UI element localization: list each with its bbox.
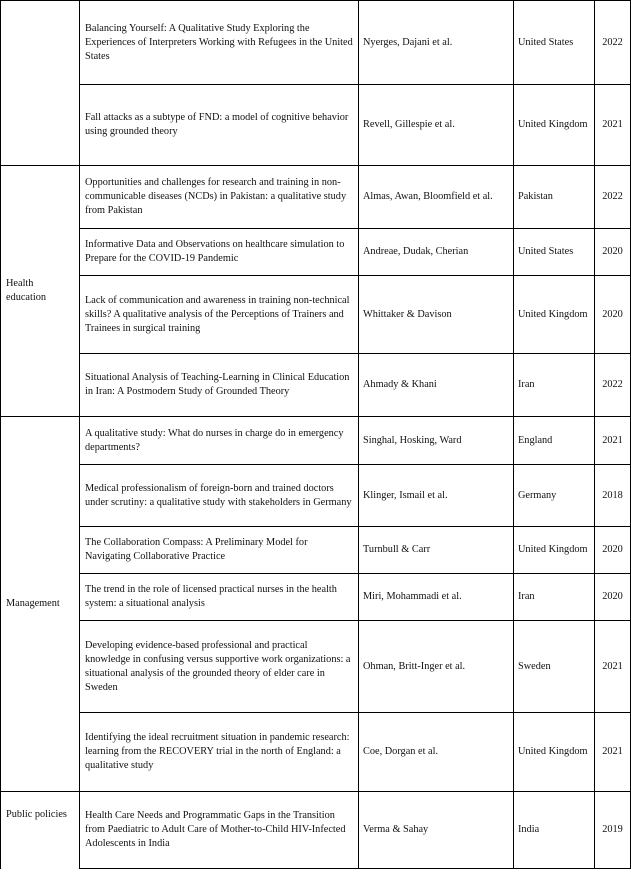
country-cell: United States	[514, 1, 595, 85]
title-cell: Medical professionalism of foreign-born and trained doctors under scrutiny: a qualitative study with stakeholders in Germany	[80, 465, 359, 527]
country-cell: United Kingdom	[514, 713, 595, 792]
table-row	[1, 85, 631, 166]
title-cell: Developing evidence-based professional and practical knowledge in confusing versus supportive work organizations: a situational analysis of the grounded theory of elder care in Sweden	[80, 621, 359, 713]
year-cell: 2022	[595, 166, 631, 229]
country-cell: Iran	[514, 574, 595, 621]
country-cell: Pakistan	[514, 166, 595, 229]
table-row	[1, 276, 631, 354]
title-cell: Opportunities and challenges for research and training in non-communicable diseases (NCDs) in Pakistan: a qualitative study from Pakistan	[80, 166, 359, 229]
category-cell-management: Management	[1, 417, 80, 792]
country-cell: Germany	[514, 465, 595, 527]
table-row	[1, 166, 631, 229]
authors-cell: Ohman, Britt-Inger et al.	[359, 621, 514, 713]
title-cell: Situational Analysis of Teaching-Learning in Clinical Education in Iran: A Postmodern Study of Grounded Theory	[80, 354, 359, 417]
table-row	[1, 417, 631, 465]
table-row	[1, 621, 631, 713]
year-cell: 2022	[595, 1, 631, 85]
table-row	[1, 713, 631, 792]
authors-cell: Klinger, Ismail et al.	[359, 465, 514, 527]
year-cell: 2020	[595, 527, 631, 574]
year-cell: 2020	[595, 276, 631, 354]
year-cell: 2021	[595, 85, 631, 166]
title-cell: Health Care Needs and Programmatic Gaps in the Transition from Paediatric to Adult Care of Mother-to-Child HIV-Infected Adolescents in India	[80, 792, 359, 869]
country-cell: United Kingdom	[514, 276, 595, 354]
table-row	[1, 354, 631, 417]
year-cell: 2018	[595, 465, 631, 527]
authors-cell: Whittaker & Davison	[359, 276, 514, 354]
title-cell: Informative Data and Observations on healthcare simulation to Prepare for the COVID-19 Pandemic	[80, 229, 359, 276]
country-cell: United States	[514, 229, 595, 276]
title-cell: The Collaboration Compass: A Preliminary Model for Navigating Collaborative Practice	[80, 527, 359, 574]
authors-cell: Ahmady & Khani	[359, 354, 514, 417]
authors-cell: Coe, Dorgan et al.	[359, 713, 514, 792]
year-cell: 2020	[595, 229, 631, 276]
table-row	[1, 527, 631, 574]
year-cell: 2021	[595, 417, 631, 465]
authors-cell: Almas, Awan, Bloomfield et al.	[359, 166, 514, 229]
authors-cell: Miri, Mohammadi et al.	[359, 574, 514, 621]
table-row	[1, 229, 631, 276]
title-cell: Lack of communication and awareness in training non-technical skills? A qualitative analysis of the Perceptions of Trainers and Trainees in surgical training	[80, 276, 359, 354]
authors-cell: Nyerges, Dajani et al.	[359, 1, 514, 85]
title-cell: Identifying the ideal recruitment situation in pandemic research: learning from the RECOVERY trial in the north of England: a qualitative study	[80, 713, 359, 792]
year-cell: 2019	[595, 792, 631, 869]
title-cell: Fall attacks as a subtype of FND: a model of cognitive behavior using grounded theory	[80, 85, 359, 166]
title-cell: A qualitative study: What do nurses in charge do in emergency departments?	[80, 417, 359, 465]
year-cell: 2022	[595, 354, 631, 417]
table-row	[1, 1, 631, 85]
year-cell: 2020	[595, 574, 631, 621]
country-cell: United Kingdom	[514, 85, 595, 166]
table-row	[1, 465, 631, 527]
year-cell: 2021	[595, 621, 631, 713]
authors-cell: Singhal, Hosking, Ward	[359, 417, 514, 465]
title-cell: The trend in the role of licensed practical nurses in the health system: a situational analysis	[80, 574, 359, 621]
country-cell: England	[514, 417, 595, 465]
table-row	[1, 792, 631, 869]
authors-cell: Andreae, Dudak, Cherian	[359, 229, 514, 276]
year-cell: 2021	[595, 713, 631, 792]
title-cell: Balancing Yourself: A Qualitative Study Exploring the Experiences of Interpreters Working with Refugees in the United States	[80, 1, 359, 85]
country-cell: Sweden	[514, 621, 595, 713]
country-cell: India	[514, 792, 595, 869]
authors-cell: Verma & Sahay	[359, 792, 514, 869]
authors-cell: Turnbull & Carr	[359, 527, 514, 574]
table-row	[1, 574, 631, 621]
authors-cell: Revell, Gillespie et al.	[359, 85, 514, 166]
country-cell: Iran	[514, 354, 595, 417]
category-cell-public-policies: Public policies	[1, 792, 80, 869]
country-cell: United Kingdom	[514, 527, 595, 574]
category-cell	[1, 1, 80, 166]
category-cell-health-education: Health education	[1, 166, 80, 417]
